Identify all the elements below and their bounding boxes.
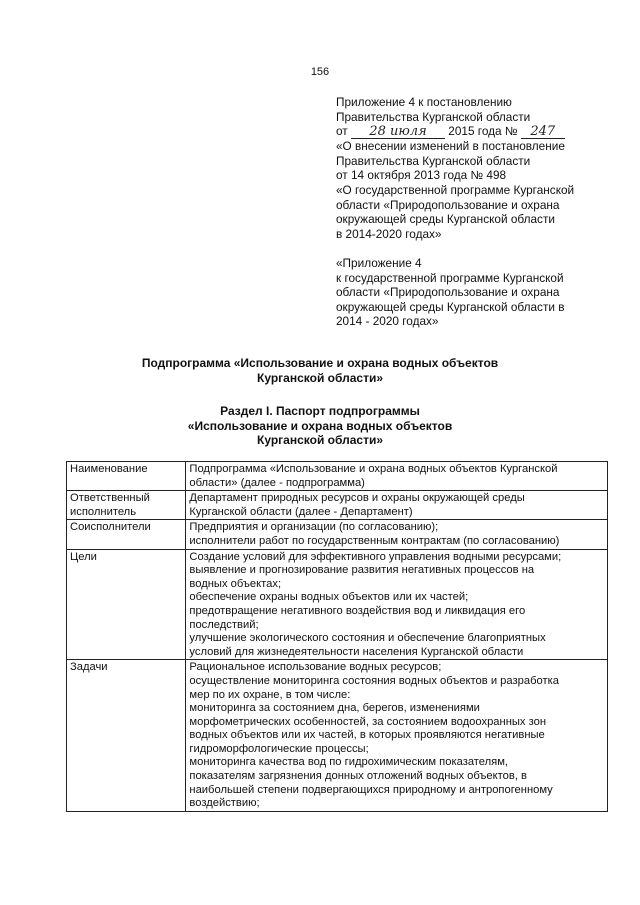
annex-header-line: в 2014-2020 годах» bbox=[336, 226, 442, 241]
table-row bbox=[67, 520, 608, 549]
row-value-line: показателям загрязнения донных отложений водных объектов, в bbox=[189, 770, 527, 783]
annex-header-line: окружающей среды Курганской области bbox=[336, 212, 555, 227]
annex-ref-line: «Приложение 4 bbox=[336, 256, 422, 270]
row-label bbox=[67, 462, 186, 491]
annex-header-line: области «Природопользование и охрана bbox=[336, 197, 560, 212]
row-value-line: области» (далее - подпрограмма) bbox=[189, 476, 365, 489]
row-label-line: исполнитель bbox=[70, 505, 137, 518]
annex-header-line: Правительства Курганской области bbox=[336, 109, 531, 124]
subprogram-title-line: Подпрограмма «Использование и охрана водных объектов bbox=[141, 356, 499, 370]
row-value bbox=[186, 660, 608, 812]
row-value-line: гидроморфологические процессы; bbox=[189, 742, 369, 755]
row-value-line: морфометрических особенностей, за состоянием водоохранных зон bbox=[189, 715, 547, 728]
row-label-line: Соисполнители bbox=[70, 521, 151, 534]
section-title-line: Раздел I. Паспорт подпрограммы bbox=[220, 404, 420, 418]
row-value-line: Департамент природных ресурсов и охраны окружающей среды bbox=[189, 492, 525, 505]
row-value-line: условий для жизнедеятельности населения Курганской области bbox=[189, 645, 524, 658]
row-value-line: Курганской области (далее - Департамент) bbox=[189, 505, 413, 518]
page-number: 156 bbox=[310, 66, 330, 78]
annex-header-line: Правительства Курганской области bbox=[336, 153, 531, 168]
passport-table bbox=[66, 461, 608, 812]
row-label-line: Ответственный bbox=[70, 492, 150, 505]
subprogram-title-line: Курганской области» bbox=[257, 370, 383, 385]
section-title-line: Курганской области» bbox=[257, 433, 383, 447]
row-label bbox=[67, 549, 186, 660]
annex-reference bbox=[336, 256, 616, 329]
row-value-line: мониторинга качества вод по гидрохимическим показателям, bbox=[189, 756, 509, 769]
table-row bbox=[67, 462, 608, 491]
row-value-line: выявление и прогнозирование развития негативных процессов на bbox=[189, 564, 535, 577]
row-value-line: обеспечение охраны водных объектов или их частей; bbox=[189, 591, 469, 604]
table-row bbox=[67, 549, 608, 660]
row-value-line: наибольшей степени подвергающихся природному и антропогенному bbox=[189, 783, 553, 796]
row-value-line: последствий; bbox=[189, 618, 259, 631]
row-label-line: Цели bbox=[70, 550, 97, 563]
row-value-line: улучшение экологического состояния и обеспечение благоприятных bbox=[189, 632, 546, 645]
row-label-line: Наименование bbox=[70, 463, 148, 475]
row-value-line: Подпрограмма «Использование и охрана водных объектов Курганской bbox=[189, 463, 558, 475]
annex-header-line: Приложение 4 к постановлению bbox=[336, 95, 512, 109]
subprogram-title bbox=[0, 356, 640, 385]
handwritten-number: 247 bbox=[521, 126, 565, 139]
date-prefix: от bbox=[336, 124, 348, 139]
row-value-line: исполнители работ по государственным контрактам (по согласованию) bbox=[189, 534, 560, 547]
row-value-line: Предприятия и организации (по согласованию); bbox=[189, 521, 439, 534]
row-label bbox=[67, 520, 186, 549]
row-value-line: Создание условий для эффективного управления водными ресурсами; bbox=[189, 550, 562, 563]
row-label bbox=[67, 660, 186, 812]
row-label bbox=[67, 491, 186, 520]
annex-header-line: от 14 октября 2013 года № 498 bbox=[336, 168, 507, 183]
row-value-line: мониторинга за состоянием дна, берегов, изменениями bbox=[189, 702, 480, 715]
table-row bbox=[67, 660, 608, 812]
row-value-line: предотвращение негативного воздействия вод и ликвидация его bbox=[189, 604, 526, 617]
row-value bbox=[186, 462, 608, 491]
annex-ref-line: окружающей среды Курганской области в bbox=[336, 299, 565, 314]
row-value-line: мер по их охране, в том числе: bbox=[189, 688, 351, 701]
table-row bbox=[67, 491, 608, 520]
row-label-line: Задачи bbox=[70, 661, 108, 674]
annex-header-line: «О внесении изменений в постановление bbox=[336, 139, 565, 154]
section-title bbox=[0, 404, 640, 448]
annex-ref-line: 2014 - 2020 годах» bbox=[336, 314, 439, 329]
row-value-line: водных объектов или их частей, в которых проявляются негативные bbox=[189, 729, 545, 742]
handwritten-date: 28 июля bbox=[351, 126, 445, 139]
annex-ref-line: области «Природопользование и охрана bbox=[336, 285, 560, 300]
year-text: 2015 года № bbox=[448, 124, 518, 139]
row-value bbox=[186, 491, 608, 520]
annex-ref-line: к государственной программе Курганской bbox=[336, 270, 564, 285]
row-value-line: воздействию; bbox=[189, 797, 260, 810]
row-value-line: осуществление мониторинга состояния водных объектов и разработка bbox=[189, 674, 559, 687]
row-value-line: водных объектах; bbox=[189, 577, 282, 590]
annex-header bbox=[336, 95, 616, 241]
row-value bbox=[186, 549, 608, 660]
annex-date-line bbox=[336, 124, 616, 139]
annex-header-line: «О государственной программе Курганской bbox=[336, 182, 575, 197]
row-value bbox=[186, 520, 608, 549]
row-value-line: Рациональное использование водных ресурсов; bbox=[189, 661, 442, 674]
section-title-line: «Использование и охрана водных объектов bbox=[187, 418, 453, 433]
